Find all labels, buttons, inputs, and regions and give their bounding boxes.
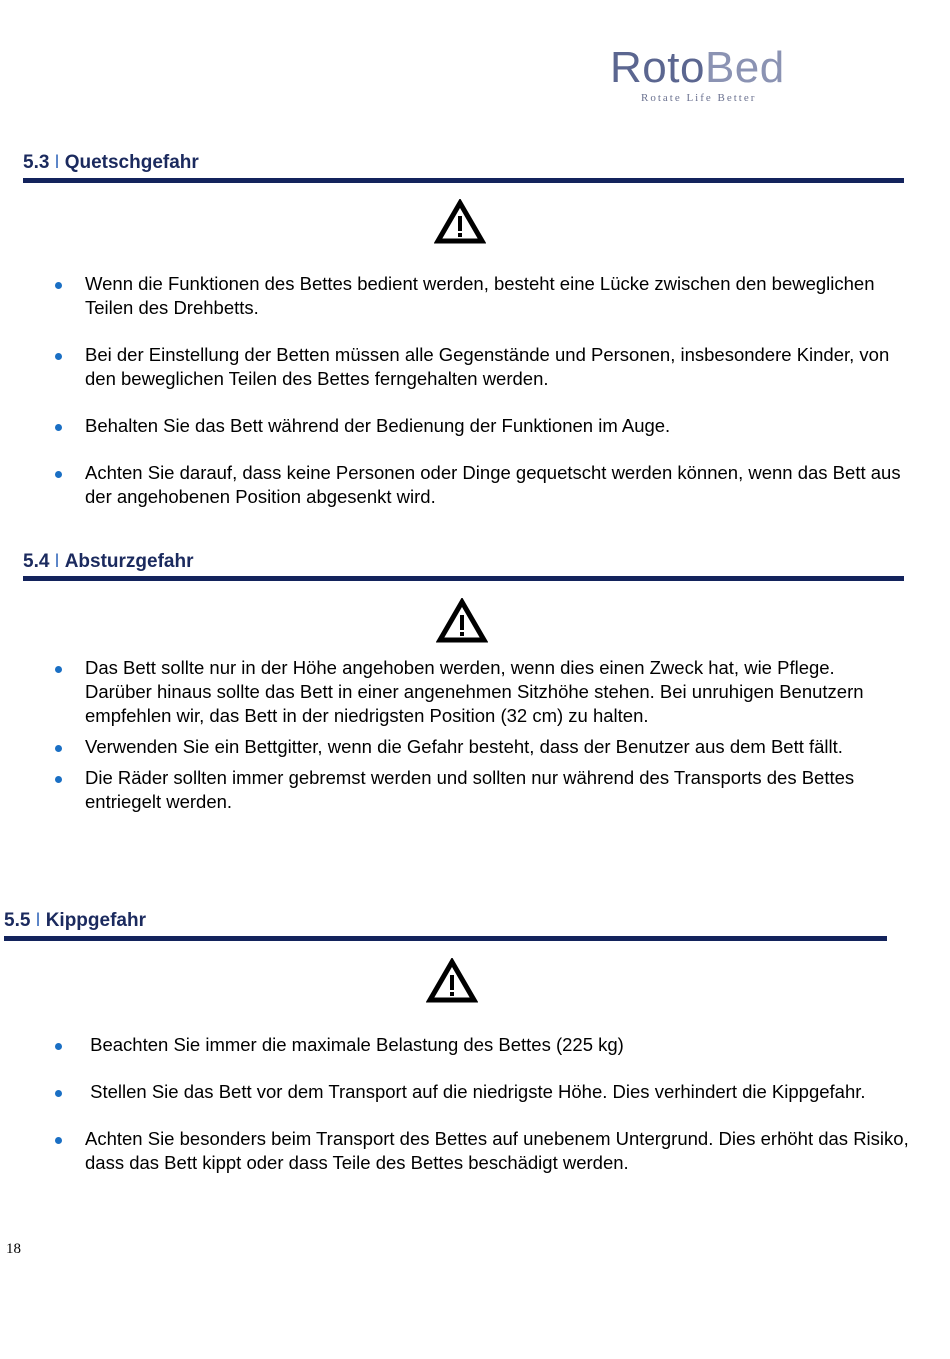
section-number: 5.4	[23, 551, 50, 572]
section-number: 5.5	[4, 910, 31, 931]
section-title-text: Absturzgefahr	[64, 551, 194, 572]
bullet-dot	[55, 282, 62, 289]
warning-triangle-icon	[436, 598, 488, 644]
bullet-list-5-4	[22, 656, 892, 814]
bullet-dot	[55, 424, 62, 431]
warning-triangle-icon	[426, 958, 478, 1004]
section-number: 5.3	[23, 152, 50, 173]
list-item: Behalten Sie das Bett während der Bedienung der Funktionen im Auge.	[22, 414, 912, 438]
logo-word-bed: Bed	[704, 43, 785, 92]
logo-tagline: Rotate Life Better	[641, 92, 757, 104]
section-separator: I	[54, 551, 60, 572]
logo-word-roto: Roto	[610, 43, 705, 92]
bullet-list-5-3	[22, 272, 912, 509]
list-item: Stellen Sie das Bett vor dem Transport auf die niedrigste Höhe. Dies verhindert die Kippgefahr.	[22, 1080, 922, 1104]
page-number: 18	[6, 1241, 21, 1257]
list-item: Das Bett sollte nur in der Höhe angehoben werden, wenn dies einen Zweck hat, wie Pflege. Darüber hinaus sollte das Bett in einer angenehmen Sitzhöhe stehen. Bei unruhigen Benutzern empfehlen wir, das Bett in der niedrigsten Position (32 cm) zu halten.	[22, 656, 892, 728]
bullet-dot	[55, 666, 62, 673]
list-item: Achten Sie darauf, dass keine Personen oder Dinge gequetscht werden können, wenn das Bett aus der angehobenen Position abgesenkt wird.	[22, 461, 912, 509]
section-heading-5-4	[23, 551, 194, 573]
rotobed-logo	[610, 44, 810, 104]
bullet-dot	[55, 353, 62, 360]
logo-wordmark	[610, 44, 810, 92]
bullet-dot	[55, 1137, 62, 1144]
bullet-dot	[55, 1090, 62, 1097]
list-item: Beachten Sie immer die maximale Belastung des Bettes (225 kg)	[22, 1033, 922, 1057]
section-heading-5-5	[4, 910, 146, 932]
bullet-dot	[55, 1043, 62, 1050]
section-heading-5-3	[23, 152, 199, 174]
list-item: Bei der Einstellung der Betten müssen alle Gegenstände und Personen, insbesondere Kinder, von den beweglichen Teilen des Bettes ferngehalten werden.	[22, 343, 912, 391]
warning-triangle-icon	[434, 199, 486, 245]
section-rule	[4, 936, 887, 941]
bullet-dot	[55, 776, 62, 783]
section-separator: I	[54, 152, 60, 173]
list-item: Achten Sie besonders beim Transport des Bettes auf unebenem Untergrund. Dies erhöht das Risiko, dass das Bett kippt oder dass Teile des Bettes beschädigt werden.	[22, 1127, 922, 1175]
section-rule	[23, 576, 904, 581]
bullet-dot	[55, 471, 62, 478]
section-title-text: Kippgefahr	[45, 910, 146, 931]
section-separator: I	[35, 910, 41, 931]
section-rule	[23, 178, 904, 183]
bullet-list-5-5	[22, 1033, 922, 1175]
bullet-dot	[55, 745, 62, 752]
list-item: Wenn die Funktionen des Bettes bedient werden, besteht eine Lücke zwischen den beweglichen Teilen des Drehbetts.	[22, 272, 912, 320]
list-item: Die Räder sollten immer gebremst werden und sollten nur während des Transports des Bettes entriegelt werden.	[22, 766, 892, 814]
section-title-text: Quetschgefahr	[64, 152, 199, 173]
list-item: Verwenden Sie ein Bettgitter, wenn die Gefahr besteht, dass der Benutzer aus dem Bett fällt.	[22, 735, 892, 759]
